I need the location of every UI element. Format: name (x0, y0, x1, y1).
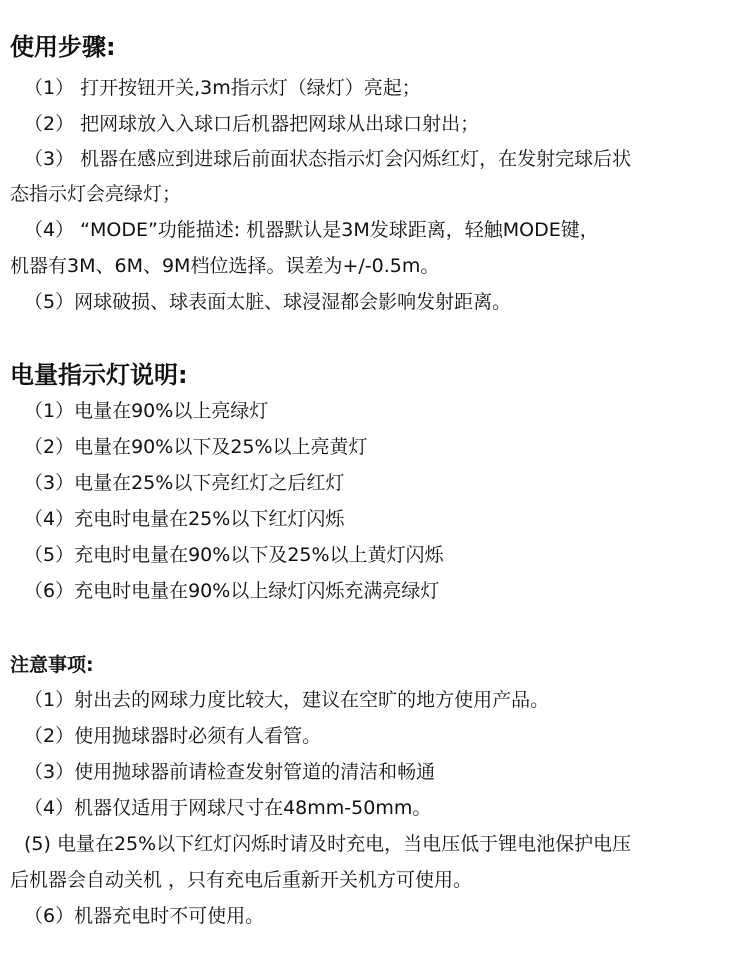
battery-line-1: （1）电量在90%以上亮绿灯 (24, 400, 269, 422)
notes-line-3: （3）使用抛球器前请检查发射管道的清洁和畅通 (24, 761, 436, 783)
notes-line-5: (5) 电量在25%以下红灯闪烁时请及时充电，当电压低于锂电池保护电压 (24, 833, 632, 855)
usage-line-5: （5）网球破损、球表面太脏、球浸湿都会影响发射距离。 (24, 291, 512, 313)
usage-line-1: （1） 打开按钮开关,3m指示灯（绿灯）亮起； (24, 77, 421, 99)
notes-line-2: （2）使用抛球器时必须有人看管。 (24, 725, 322, 747)
notes-line-4: （4）机器仅适用于网球尺寸在48mm-50mm。 (24, 797, 432, 819)
notes-line-6: （6）机器充电时不可使用。 (24, 905, 265, 927)
usage-line-4: （4） “MODE”功能描述: 机器默认是3M发球距离，轻触MODE键， (24, 219, 599, 241)
usage-line-3-cont: 态指示灯会亮绿灯； (10, 183, 182, 205)
battery-title: 电量指示灯说明: (10, 361, 188, 389)
notes-line-1: （1）射出去的网球力度比较大，建议在空旷的地方使用产品。 (24, 689, 550, 711)
battery-line-3: （3）电量在25%以下亮红灯之后红灯 (24, 472, 345, 494)
usage-title: 使用步骤: (10, 33, 116, 61)
usage-line-3: （3） 机器在感应到进球后前面状态指示灯会闪烁红灯，在发射完球后状 (24, 148, 632, 170)
notes-title: 注意事项: (10, 654, 94, 676)
battery-line-6: （6）充电时电量在90%以上绿灯闪烁充满亮绿灯 (24, 580, 440, 602)
battery-line-2: （2）电量在90%以下及25%以上亮黄灯 (24, 436, 368, 458)
battery-line-5: （5）充电时电量在90%以下及25%以上黄灯闪烁 (24, 544, 444, 566)
notes-line-5-cont: 后机器会自动关机 ，只有充电后重新开关机方可使用。 (10, 869, 473, 891)
usage-line-2: （2） 把网球放入入球口后机器把网球从出球口射出； (24, 113, 480, 135)
battery-line-4: （4）充电时电量在25%以下红灯闪烁 (24, 508, 345, 530)
usage-line-4-cont: 机器有3M、6M、9M档位选择。误差为+/-0.5m。 (10, 255, 440, 277)
